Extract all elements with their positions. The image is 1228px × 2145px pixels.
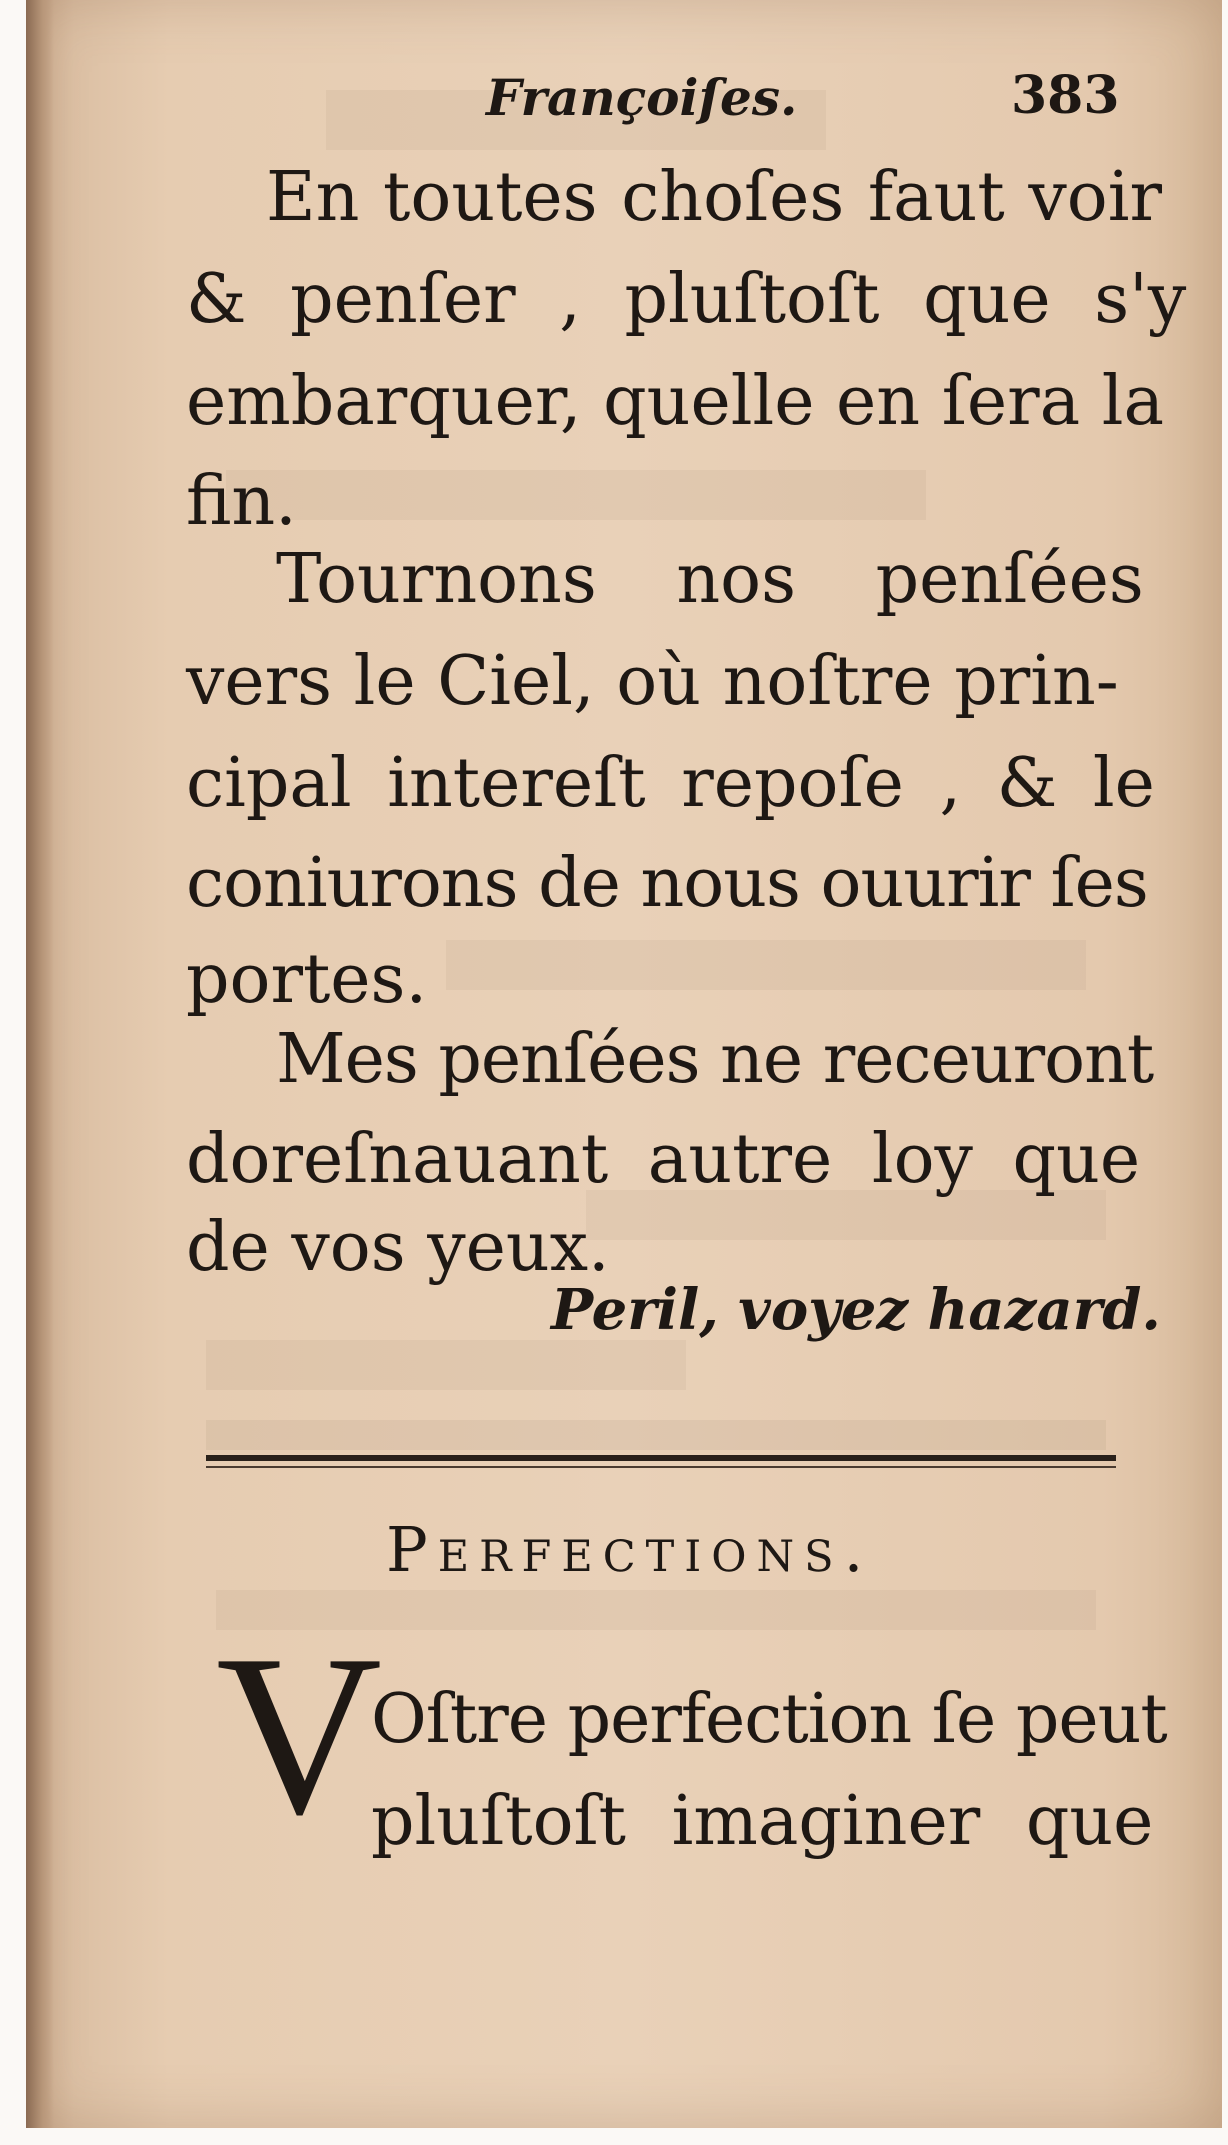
text-line: & penſer , pluſtoſt que s'y — [186, 260, 1187, 339]
text-line: En toutes choſes faut voir — [266, 158, 1162, 237]
section-divider-thin — [206, 1466, 1116, 1468]
text-line: coniurons de nous ouurir ſes — [186, 844, 1148, 923]
text-line: vers le Ciel, où noſtre prin- — [186, 642, 1119, 721]
text-line: doreſnauant autre loy que — [186, 1120, 1141, 1199]
text-line: portes. — [186, 940, 428, 1019]
text-line: Mes penſées ne receuront — [276, 1020, 1154, 1099]
running-title: Françoiſes. — [486, 68, 798, 127]
text-line: de vos yeux. — [186, 1208, 610, 1287]
page-number: 383 — [1011, 65, 1120, 126]
section-heading: Perfections. — [386, 1513, 874, 1586]
text-line: cipal intereſt repoſe , & le — [186, 744, 1155, 823]
section-divider — [206, 1455, 1116, 1461]
book-page — [26, 0, 1222, 2128]
text-line: fin. — [186, 462, 297, 541]
text-line: pluſtoſt imaginer que — [371, 1782, 1154, 1861]
drop-cap: V — [216, 1607, 383, 1862]
text-line: embarquer, quelle en ſera la — [186, 362, 1165, 441]
text-line: Tournons nos penſées — [276, 540, 1144, 619]
text-line: Oſtre perfection ſe peut — [371, 1680, 1167, 1759]
cross-reference: Peril, voyez hazard. — [551, 1277, 1161, 1343]
page-text — [26, 0, 1222, 2128]
